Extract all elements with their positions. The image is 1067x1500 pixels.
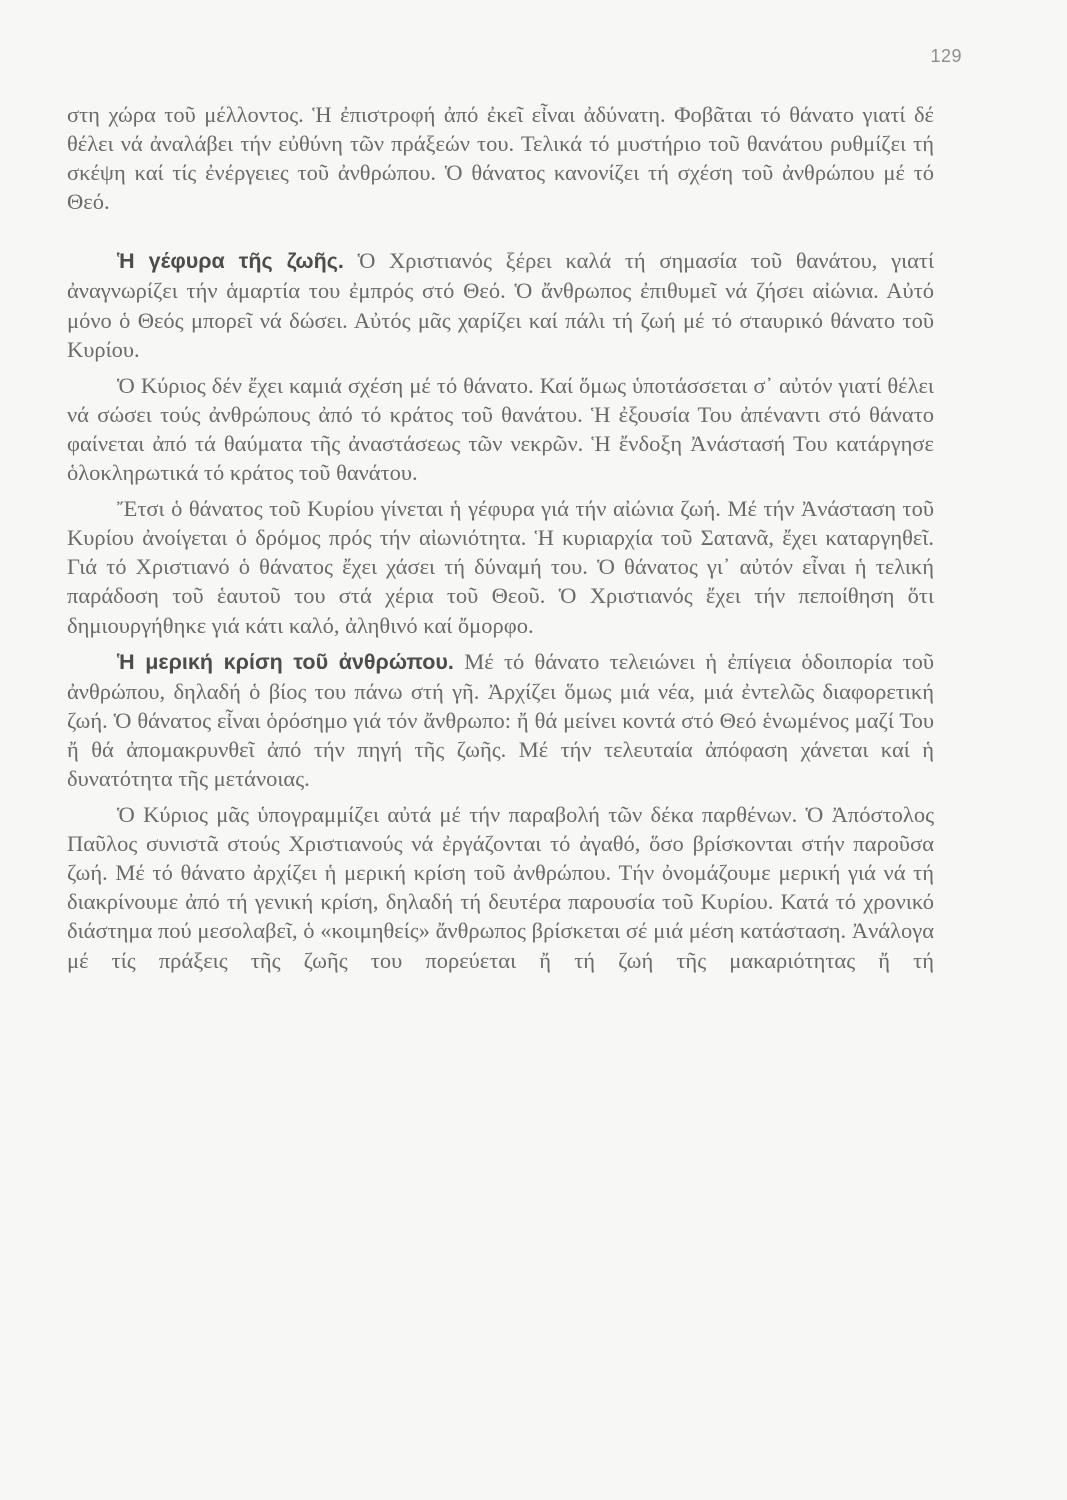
paragraph (67, 647, 934, 793)
paragraph (67, 100, 934, 216)
paragraph-text: Ὁ Κύριος δέν ἔχει καμιά σχέση μέ τό θάνατο. Καί ὅμως ὑποτάσσεται σ᾽ αὐτόν γιατί θέλει νά σώσει τούς ἀνθρώπους ἀπό τό κράτος τοῦ θανάτου. Ἡ ἐξουσία Του ἀπέναντι στό θάνατο φαίνεται ἀπό τά θαύματα τῆς ἀναστάσεως τῶν νεκρῶν. Ἡ ἔνδοξη Ἀνάστασή Του κατάργησε ὁλοκληρωτικά τό κράτος τοῦ θανάτου. (67, 372, 934, 486)
section-heading: Ἡ μερική κρίση τοῦ ἀνθρώπου. (117, 649, 454, 674)
paragraph-text: Ὁ Κύριος μᾶς ὑπογραμμίζει αὐτά μέ τήν παραβολή τῶν δέκα παρθένων. Ὁ Ἀπόστολος Παῦλος συνιστᾶ στούς Χριστιανούς νά ἐργάζονται τό ἀγαθό, ὅσο βρίσκονται στήν παροῦσα ζωή. Μέ τό θάνατο ἀρχίζει ἡ μερική κρίση τοῦ ἀνθρώπου. Τήν ὀνομάζουμε μερική γιά νά τή διακρίνουμε ἀπό τή γενική κρίση, δηλαδή τή δευτέρα παρουσία τοῦ Κυρίου. Κατά τό χρονικό διάστημα πού μεσολαβεῖ, ὁ «κοιμηθείς» ἄνθρωπος βρίσκεται σέ μιά μέση κατάσταση. Ἀνάλογα μέ τίς πράξεις τῆς ζωῆς του πορεύεται ἤ τή ζωή τῆς μακαριότητας ἤ τή (67, 802, 934, 973)
paragraph-text: Ἔτσι ὁ θάνατος τοῦ Κυρίου γίνεται ἡ γέφυρα γιά τήν αἰώνια ζωή. Μέ τήν Ἀνάσταση τοῦ Κυρίου ἀνοίγεται ὁ δρόμος πρός τήν αἰωνιότητα. Ἡ κυριαρχία τοῦ Σατανᾶ, ἔχει καταργηθεῖ. Γιά τό Χριστιανό ὁ θάνατος ἔχει χάσει τή δύναμή του. Ὁ θάνατος γι᾽ αὐτόν εἶναι ἡ τελική παράδοση τοῦ ἑαυτοῦ του στά χέρια τοῦ Θεοῦ. Ὁ Χριστιανός ἔχει τήν πεποίθηση ὅτι δημιουργήθηκε γιά κάτι καλό, ἀληθινό καί ὄμορφο. (67, 496, 934, 638)
paragraph-text: Μέ τό θάνατο τελειώνει ἡ ἐπίγεια ὁδοιπορία τοῦ ἀνθρώπου, δηλαδή ὁ βίος του πάνω στή γῆ. Ἀρχίζει ὅμως μιά νέα, μιά ἐντελῶς διαφορετική ζωή. Ὁ θάνατος εἶναι ὁρόσημο γιά τόν ἄνθρωπο: ἤ θά μείνει κοντά στό Θεό ἑνωμένος μαζί Του ἤ θά ἀπομακρυνθεῖ ἀπό τήν πηγή τῆς ζωῆς. Μέ τήν τελευταία ἀπόφαση χάνεται καί ἡ δυνατότητα τῆς μετάνοιας. (67, 648, 934, 791)
paragraph-text: στη χώρα τοῦ μέλλοντος. Ἡ ἐπιστροφή ἀπό ἐκεῖ εἶναι ἀδύνατη. Φοβᾶται τό θάνατο γιατί δέ θέλει νά ἀναλάβει τήν εὐθύνη τῶν πράξεών του. Τελικά τό μυστήριο τοῦ θανάτου ρυθμίζει τή σκέψη καί τίς ἐνέργειες τοῦ ἀνθρώπου. Ὁ θάνατος κανονίζει τή σχέση τοῦ ἀνθρώπου μέ τό Θεό. (67, 102, 934, 215)
body-text (67, 100, 934, 975)
paragraph (67, 371, 934, 487)
paragraph (67, 246, 934, 363)
paragraph-text: Ὁ Χριστιανός ξέρει καλά τή σημασία τοῦ θανάτου, γιατί ἀναγνωρίζει τήν ἁμαρτία του ἐμπρός στό Θεό. Ὁ ἄνθρωπος ἐπιθυμεῖ νά ζήσει αἰώνια. Αὐτό μόνο ὁ Θεός μπορεῖ νά δώσει. Αὐτός μᾶς χαρίζει καί πάλι τή ζωή μέ τό σταυρικό θάνατο τοῦ Κυρίου. (67, 248, 935, 362)
page-number: 129 (930, 46, 962, 66)
paragraph (67, 800, 934, 975)
paragraph (67, 494, 934, 639)
section-heading: Ἡ γέφυρα τῆς ζωῆς. (117, 249, 344, 274)
